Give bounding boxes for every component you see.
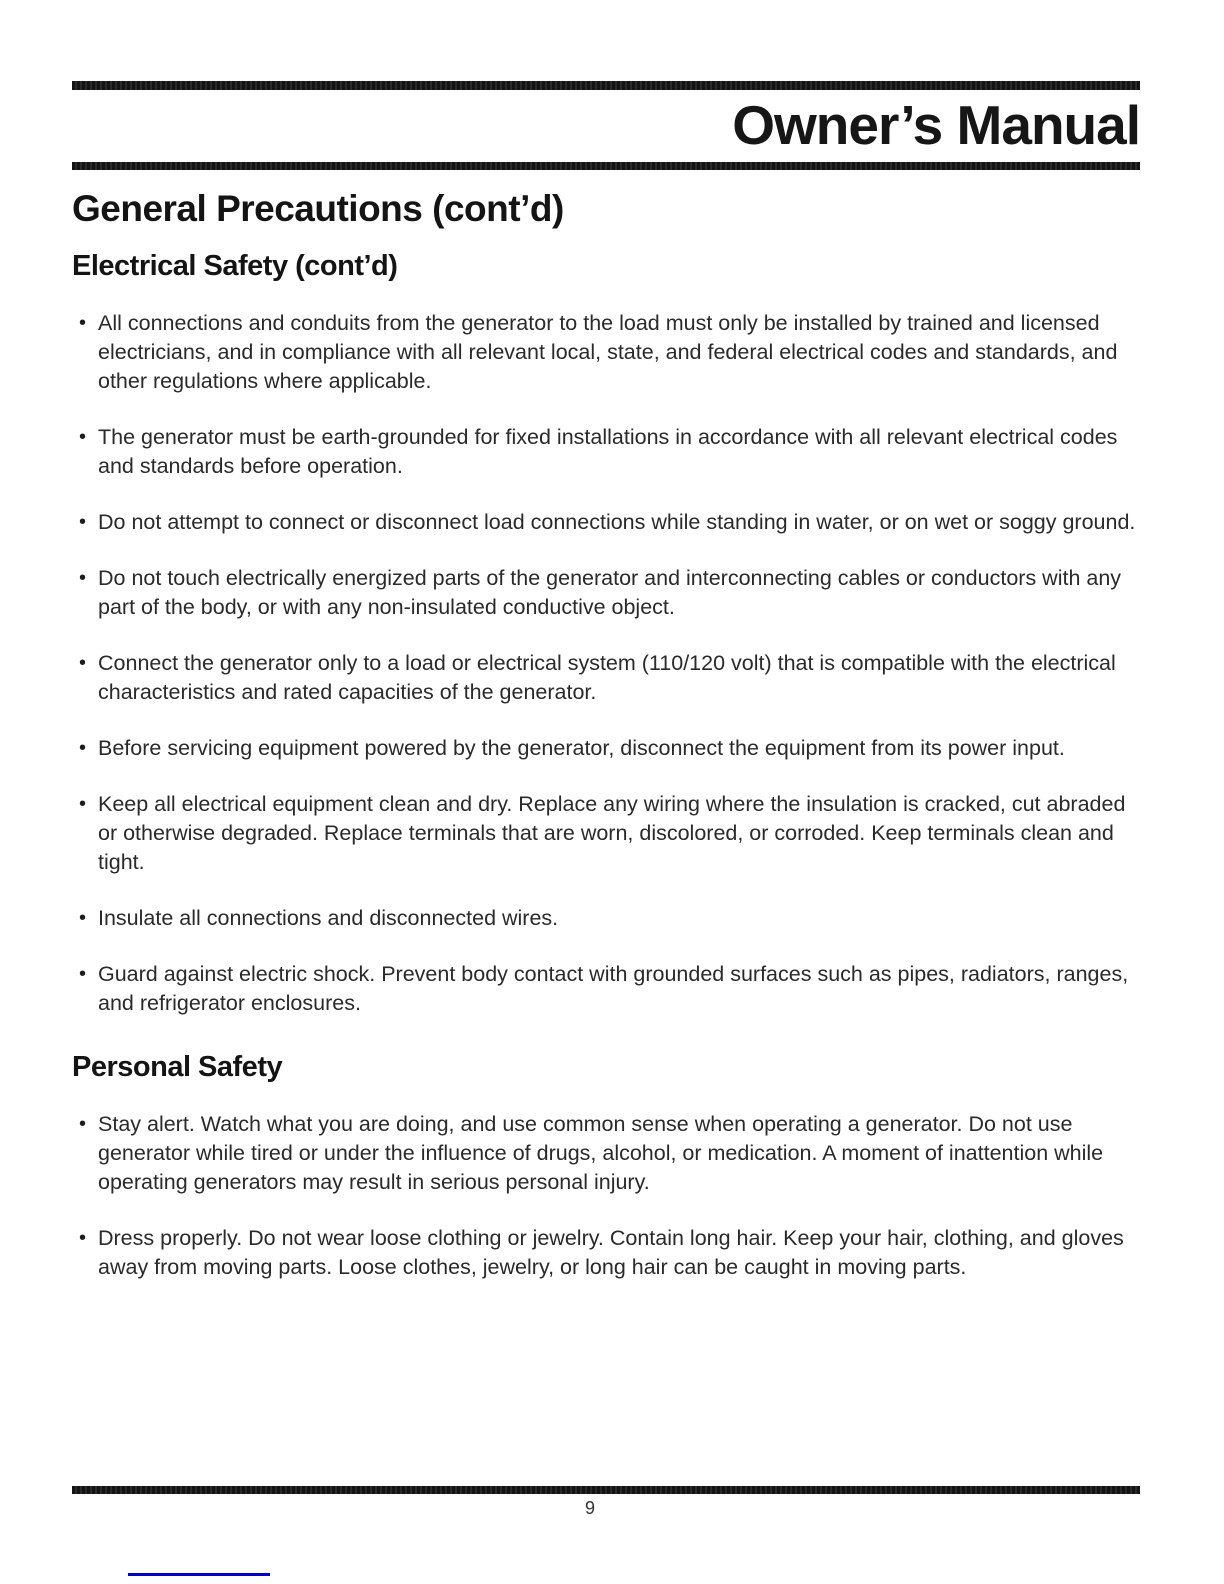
bullet-item [72,564,1140,622]
bullet-icon: • [79,311,87,334]
bullet-text: The generator must be earth-grounded for fixed installations in accordance with all relevant electrical codes and standards before operation. [98,424,1118,478]
bullet-icon: • [79,425,87,448]
bullet-text: Before servicing equipment powered by the generator, disconnect the equipment from its power input. [98,735,1065,760]
section-heading-personal-safety: Personal Safety [72,1050,283,1083]
page-title: General Precautions (cont’d) [72,188,564,229]
bullet-text: Dress properly. Do not wear loose clothing or jewelry. Contain long hair. Keep your hair, clothing, and gloves away from moving parts. Loose clothes, jewelry, or long hair can be caught in moving parts. [98,1225,1124,1279]
bullet-item [72,1110,1140,1197]
bullet-item [72,1224,1140,1282]
personal-safety-bullet-list [72,1110,1140,1282]
bullet-item [72,309,1140,396]
bullet-item [72,423,1140,481]
bullet-item [72,790,1140,877]
bullet-text: All connections and conduits from the generator to the load must only be installed by trained and licensed electricians, and in compliance with all relevant local, state, and federal electrical codes and standards, and other regulations where applicable. [98,310,1118,393]
bullet-text: Insulate all connections and disconnected wires. [98,905,559,930]
bullet-icon: • [79,906,87,929]
electrical-safety-bullet-list [72,309,1140,1018]
footer-rule [72,1486,1140,1494]
bullet-icon: • [79,736,87,759]
bullet-text: Do not touch electrically energized parts of the generator and interconnecting cables or conductors with any part of the body, or with any non-insulated conductive object. [98,565,1122,619]
bullet-icon: • [79,1226,87,1249]
bullet-text: Keep all electrical equipment clean and dry. Replace any wiring where the insulation is cracked, cut abraded or otherwise degraded. Replace terminals that are worn, discolored, or corroded. Keep terminals clean and tight. [98,791,1126,874]
section-heading-electrical-safety: Electrical Safety (cont’d) [72,249,398,282]
bullet-text: Stay alert. Watch what you are doing, and use common sense when operating a generator. Do not use generator while tired or under the influence of drugs, alcohol, or medication. A moment of inattention while operating generators may result in serious personal injury. [98,1111,1104,1194]
header-rule-top [72,81,1140,90]
header-rule-bottom [72,162,1140,170]
bullet-item [72,649,1140,707]
bullet-icon: • [79,1112,87,1135]
manual-title: Owner’s Manual [732,94,1140,156]
bullet-icon: • [79,792,87,815]
bullet-text: Guard against electric shock. Prevent body contact with grounded surfaces such as pipes, radiators, ranges, and refrigerator enclosures. [98,961,1129,1015]
bullet-text: Do not attempt to connect or disconnect load connections while standing in water, or on wet or soggy ground. [98,509,1136,534]
bullet-icon: • [79,566,87,589]
bullet-item [72,508,1140,537]
bullet-icon: • [79,962,87,985]
page-number: 9 [584,1498,595,1518]
bullet-item [72,960,1140,1018]
bullet-item [72,904,1140,933]
bullet-icon: • [79,651,87,674]
bullet-icon: • [79,510,87,533]
blue-underline-mark [128,1573,270,1576]
page-content [72,81,1140,1309]
bullet-item [72,734,1140,763]
bullet-text: Connect the generator only to a load or electrical system (110/120 volt) that is compatible with the electrical characteristics and rated capacities of the generator. [98,650,1116,704]
